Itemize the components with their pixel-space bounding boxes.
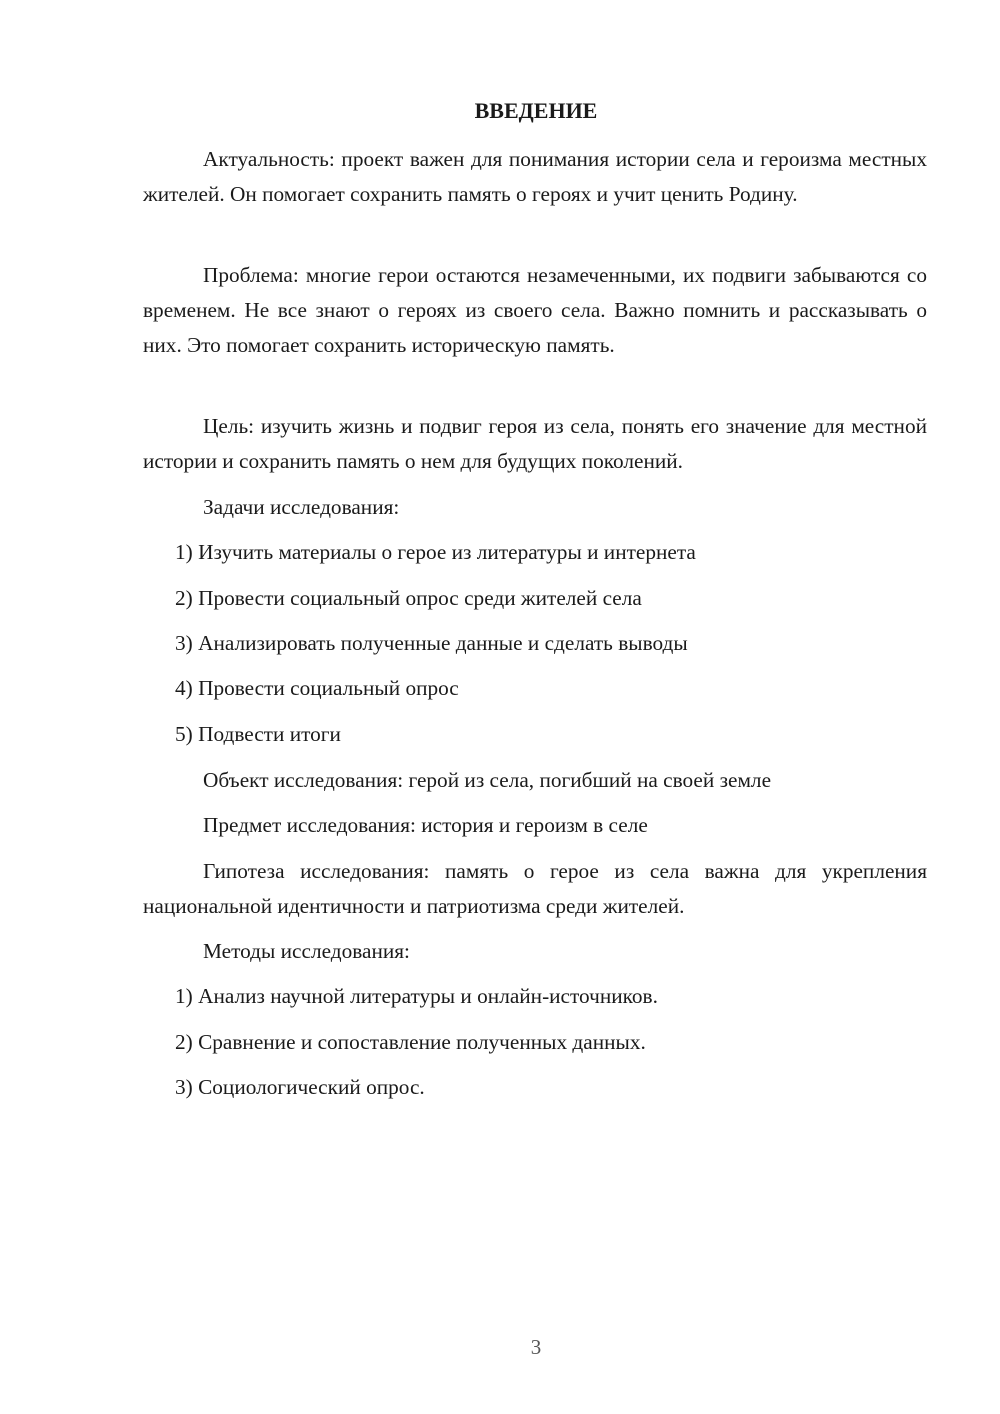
goal-paragraph: Цель: изучить жизнь и подвиг героя из села, понять его значение для местной истории и сохранить память о нем для будущих поколений. [143,414,927,473]
task-item-4: 4) Провести социальный опрос [175,676,459,700]
task-item-5: 5) Подвести итоги [175,722,341,746]
task-item-1: 1) Изучить материалы о герое из литературы и интернета [175,540,696,564]
subject-line: Предмет исследования: история и героизм в селе [203,813,648,837]
method-item-2: 2) Сравнение и сопоставление полученных данных. [175,1030,646,1054]
task-item-3: 3) Анализировать полученные данные и сделать выводы [175,631,688,655]
task-item-2: 2) Провести социальный опрос среди жителей села [175,586,642,610]
object-line: Объект исследования: герой из села, погибший на своей земле [203,768,772,792]
section-heading: ВВЕДЕНИЕ [474,98,598,123]
method-item-3: 3) Социологический опрос. [175,1075,425,1099]
method-item-1: 1) Анализ научной литературы и онлайн-источников. [175,984,658,1008]
problem-paragraph: Проблема: многие герои остаются незамеченными, их подвиги забываются со временем. Не все знают о героях из своего села. Важно помнить и рассказывать о них. Это помогает сохранить историческую память. [143,263,927,357]
methods-label: Методы исследования: [203,939,410,963]
page-number: 3 [530,1335,542,1359]
hypothesis-paragraph: Гипотеза исследования: память о герое из села важна для укрепления национальной идентичности и патриотизма среди жителей. [143,859,927,918]
tasks-label: Задачи исследования: [203,495,400,519]
relevance-paragraph: Актуальность: проект важен для понимания истории села и героизма местных жителей. Он помогает сохранить память о героях и учит ценить Родину. [143,147,927,206]
